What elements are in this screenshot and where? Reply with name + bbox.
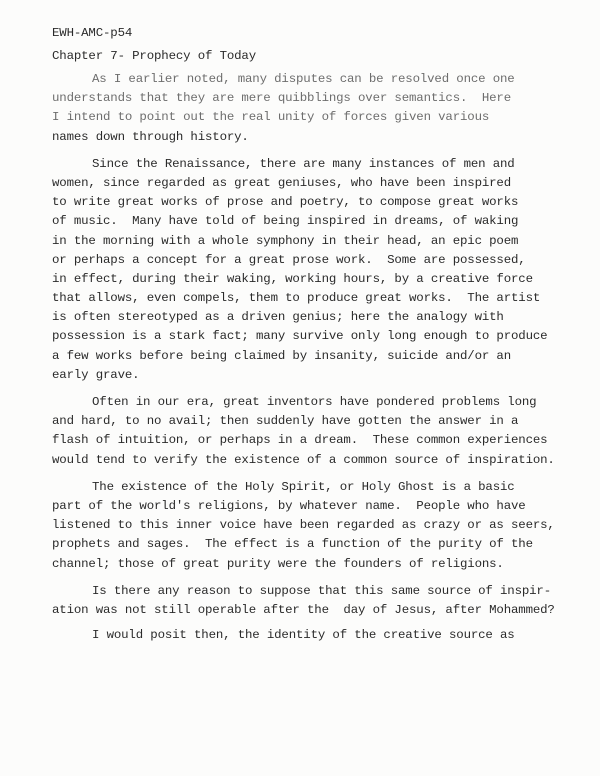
text-line: Often in our era, great inventors have pondered problems long	[92, 395, 537, 409]
text-line: women, since regarded as great geniuses, who have been inspired	[52, 175, 511, 190]
text-line: I would posit then, the identity of the creative source as	[92, 628, 515, 643]
text-line: prophets and sages. The effect is a function of the purity of the	[52, 537, 533, 552]
text-line: and hard, to no avail; then suddenly have gotten the answer in a	[52, 414, 519, 429]
text-line: early grave.	[52, 367, 140, 382]
paragraph-5	[52, 582, 592, 620]
text-line: would tend to verify the existence of a common source of inspiration.	[52, 452, 555, 467]
text-line: Is there any reason to suppose that this same source of inspir-	[92, 583, 551, 598]
text-line: understands that they are mere quibblings over semantics. Here	[52, 91, 511, 106]
paragraph-3	[52, 393, 592, 470]
body-text	[52, 70, 592, 645]
text-line: to write great works of prose and poetry, to compose great works	[52, 195, 519, 210]
text-line: a few works before being claimed by insanity, suicide and/or an	[52, 348, 511, 363]
text-line: is often stereotyped as a driven genius; here the analogy with	[52, 310, 504, 325]
text-line: flash of intuition, or perhaps in a dream. These common experiences	[52, 433, 548, 448]
text-line: possession is a stark fact; many survive only long enough to produce	[52, 329, 548, 344]
text-line: listened to this inner voice have been regarded as crazy or as seers,	[52, 518, 555, 533]
text-line: I intend to point out the real unity of forces given various	[52, 110, 490, 125]
text-line: in effect, during their waking, working hours, by a creative force	[52, 271, 533, 286]
text-line: in the morning with a whole symphony in their head, an epic poem	[52, 233, 519, 248]
paragraph-2	[52, 155, 592, 385]
text-line: part of the world's religions, by whatever name. People who have	[52, 498, 526, 513]
paragraph-4	[52, 478, 592, 574]
paragraph-6	[52, 626, 592, 645]
chapter-title: Chapter 7- Prophecy of Today	[52, 49, 256, 63]
paragraph-1	[52, 70, 592, 147]
text-line: names down through history.	[52, 129, 249, 144]
document-id: EWH-AMC-p54	[52, 26, 133, 40]
text-line: The existence of the Holy Spirit, or Holy Ghost is a basic	[92, 479, 515, 494]
text-line: Since the Renaissance, there are many instances of men and	[92, 156, 515, 171]
text-line: ation was not still operable after the day of Jesus, after Mohammed?	[52, 602, 555, 617]
text-line: or perhaps a concept for a great prose work. Some are possessed,	[52, 252, 526, 267]
text-line: As I earlier noted, many disputes can be resolved once one	[92, 72, 515, 86]
text-line: of music. Many have told of being inspired in dreams, of waking	[52, 214, 519, 229]
text-line: that allows, even compels, them to produce great works. The artist	[52, 291, 541, 306]
text-line: channel; those of great purity were the founders of religions.	[52, 556, 504, 571]
